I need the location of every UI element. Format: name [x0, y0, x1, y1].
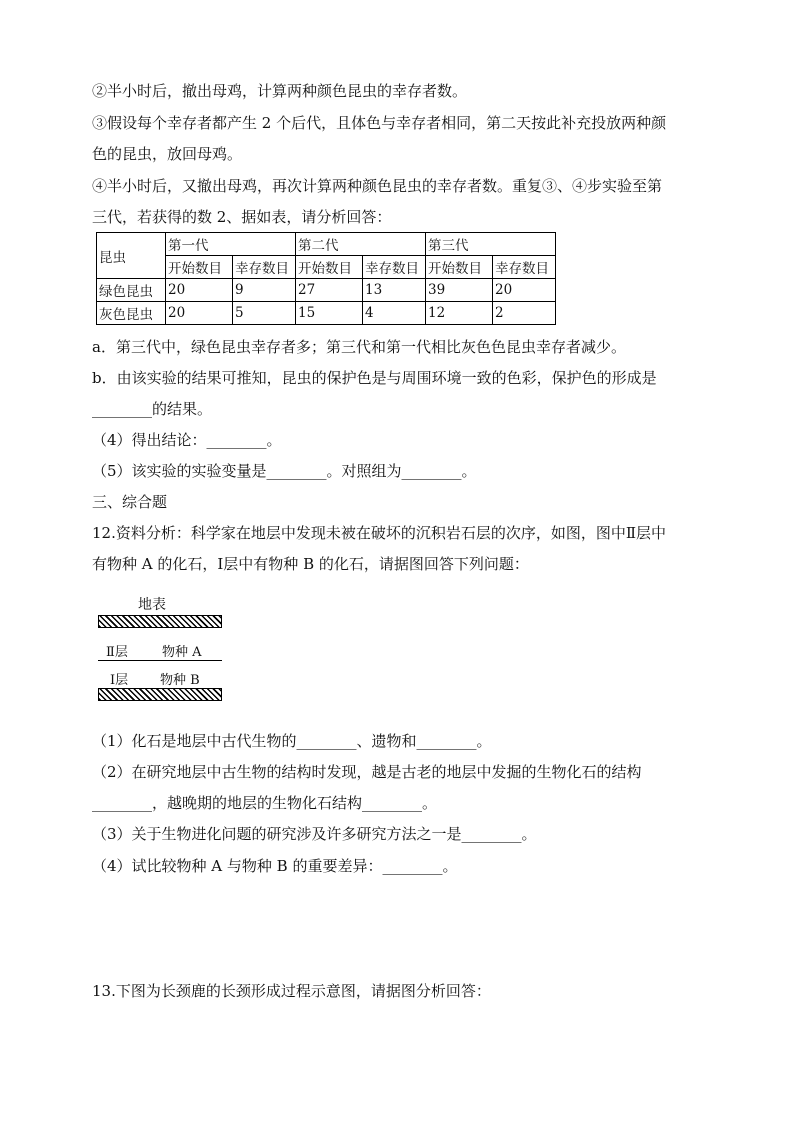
- table-sub-header: 开始数目: [296, 256, 363, 279]
- table-corner: 昆虫: [97, 233, 166, 279]
- line-step3-cont: 色的昆虫，放回母鸡。: [92, 145, 243, 163]
- question-13: 13.下图为长颈鹿的长颈形成过程示意图，请据图分析回答：: [92, 982, 491, 1000]
- sub-question-1: （1）化石是地层中古代生物的________、遗物和________。: [92, 732, 492, 750]
- layer-2-label: Ⅱ层: [106, 645, 128, 660]
- sub-question-2-cont: ________，越晚期的地层的生物化石结构________。: [92, 794, 438, 812]
- table-cell: 27: [296, 279, 363, 302]
- table-cell: 39: [426, 279, 493, 302]
- table-sub-header: 开始数目: [426, 256, 493, 279]
- table-row-label: 灰色昆虫: [97, 302, 166, 325]
- table-cell: 5: [233, 302, 296, 325]
- table-cell: 9: [233, 279, 296, 302]
- table-gen-2: 第二代: [296, 233, 426, 256]
- line-a: a．第三代中，绿色昆虫幸存者多；第三代和第一代相比灰色色昆虫幸存者减少。: [92, 338, 626, 356]
- bottom-layer-hatch: [98, 688, 222, 701]
- table-row: [97, 279, 556, 302]
- table-row-label: 绿色昆虫: [97, 279, 166, 302]
- line-b-cont: ________的结果。: [92, 400, 213, 418]
- line-step3: ③假设每个幸存者都产生 2 个后代，且体色与幸存者相同，第二天按此补充投放两种颜: [92, 114, 667, 132]
- question-4: （4）得出结论：________。: [92, 431, 282, 449]
- table-sub-header: 幸存数目: [233, 256, 296, 279]
- sub-question-4: （4）试比较物种 A 与物种 B 的重要差异：________。: [92, 857, 458, 875]
- table-cell: 15: [296, 302, 363, 325]
- table-sub-header: 幸存数目: [493, 256, 556, 279]
- question-5: （5）该实验的实验变量是________。对照组为________。: [92, 462, 477, 480]
- table-row: [97, 302, 556, 325]
- question-12-cont: 有物种 A 的化石，Ⅰ层中有物种 B 的化石，请据图回答下列问题：: [92, 555, 529, 573]
- layer-divider: [98, 660, 222, 661]
- line-step4-cont: 三代，若获得的数 2、据如表，请分析回答：: [92, 208, 392, 226]
- species-b-label: 物种 B: [160, 673, 200, 688]
- sub-question-2: （2）在研究地层中古生物的结构时发现，越是古老的地层中发掘的生物化石的结构: [92, 763, 642, 781]
- table-cell: 20: [493, 279, 556, 302]
- table-cell: 20: [166, 279, 233, 302]
- line-b: b．由该实验的结果可推知，昆虫的保护色是与周围环境一致的色彩，保护色的形成是: [92, 369, 657, 387]
- question-12: 12.资料分析：科学家在地层中发现未被在破坏的沉积岩石层的次序，如图，图中Ⅱ层中: [92, 524, 667, 542]
- table-gen-3: 第三代: [426, 233, 556, 256]
- table-gen-1: 第一代: [166, 233, 296, 256]
- species-a-label: 物种 A: [162, 645, 202, 660]
- surface-label: 地表: [138, 597, 166, 613]
- surface-layer-hatch: [98, 615, 222, 628]
- insect-table: [96, 232, 556, 325]
- table-cell: 13: [363, 279, 426, 302]
- table-cell: 2: [493, 302, 556, 325]
- sub-question-3: （3）关于生物进化问题的研究涉及许多研究方法之一是________。: [92, 825, 537, 843]
- table-sub-header: 开始数目: [166, 256, 233, 279]
- table-cell: 20: [166, 302, 233, 325]
- line-step2: ②半小时后，撤出母鸡，计算两种颜色昆虫的幸存者数。: [92, 82, 468, 100]
- table-cell: 12: [426, 302, 493, 325]
- layer-1-label: Ⅰ层: [110, 673, 129, 688]
- line-step4: ④半小时后，又撤出母鸡，再次计算两种颜色昆虫的幸存者数。重复③、④步实验至第: [92, 177, 663, 195]
- section-heading: 三、综合题: [92, 493, 168, 511]
- table-sub-header: 幸存数目: [363, 256, 426, 279]
- table-cell: 4: [363, 302, 426, 325]
